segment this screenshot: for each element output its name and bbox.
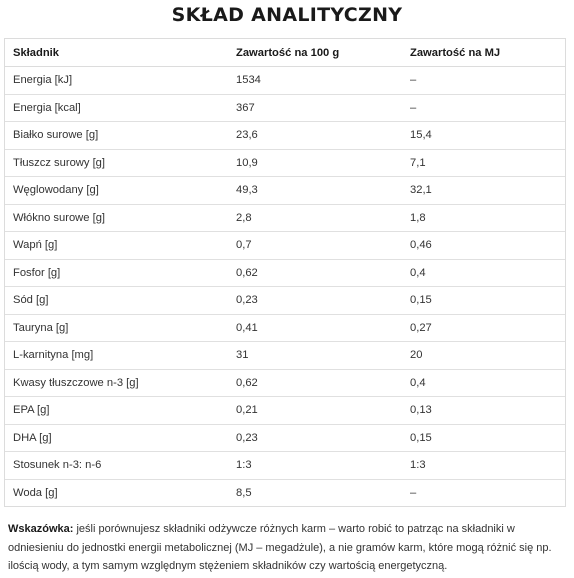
page-title: SKŁAD ANALITYCZNY xyxy=(171,4,403,26)
cell-ingredient: Tauryna [g] xyxy=(5,314,228,342)
cell-ingredient: Węglowodany [g] xyxy=(5,177,228,205)
table-row xyxy=(5,204,565,232)
table-row xyxy=(5,287,565,315)
analytical-composition-table xyxy=(4,38,566,507)
cell-per-mj: 0,13 xyxy=(402,397,565,425)
cell-per-100g: 0,62 xyxy=(228,259,402,287)
cell-per-100g: 0,21 xyxy=(228,397,402,425)
nutrition-table xyxy=(5,39,565,506)
header-per-mj: Zawartość na MJ xyxy=(402,39,565,67)
table-row xyxy=(5,314,565,342)
cell-ingredient: L-karnityna [mg] xyxy=(5,342,228,370)
table-row xyxy=(5,94,565,122)
cell-per-mj: 0,15 xyxy=(402,424,565,452)
table-row xyxy=(5,177,565,205)
cell-per-mj: 0,15 xyxy=(402,287,565,315)
cell-per-mj: 0,27 xyxy=(402,314,565,342)
cell-ingredient: EPA [g] xyxy=(5,397,228,425)
cell-per-mj: – xyxy=(402,94,565,122)
cell-ingredient: Woda [g] xyxy=(13,486,58,499)
cell-per-100g: 2,8 xyxy=(228,204,402,232)
cell-ingredient: Włókno surowe [g] xyxy=(5,204,228,232)
cell-per-100g: 0,23 xyxy=(228,287,402,315)
cell-ingredient: DHA [g] xyxy=(5,424,228,452)
table-body xyxy=(5,67,565,507)
cell-per-100g: 1534 xyxy=(228,67,402,95)
table-row xyxy=(5,424,565,452)
table-row xyxy=(5,479,565,506)
cell-ingredient: Wapń [g] xyxy=(5,232,228,260)
cell-per-100g: 10,9 xyxy=(228,149,402,177)
table-row xyxy=(5,67,565,95)
cell-ingredient: Kwasy tłuszczowe n-3 [g] xyxy=(5,369,228,397)
cell-per-100g: 1:3 xyxy=(228,452,402,480)
hint-label: Wskazówka: xyxy=(8,523,74,535)
cell-per-mj: 32,1 xyxy=(402,177,565,205)
header-ingredient: Składnik xyxy=(5,39,228,67)
table-row xyxy=(5,232,565,260)
table-row xyxy=(5,122,565,150)
header-per-100g: Zawartość na 100 g xyxy=(228,39,402,67)
cell-ingredient: Stosunek n-3: n-6 xyxy=(5,452,228,480)
cell-per-100g: 367 xyxy=(228,94,402,122)
cell-per-mj: 1:3 xyxy=(402,452,565,480)
cell-per-mj: – xyxy=(402,67,565,95)
cell-per-100g: 23,6 xyxy=(228,122,402,150)
cell-ingredient: Tłuszcz surowy [g] xyxy=(5,149,228,177)
cell-per-mj: 0,46 xyxy=(402,232,565,260)
table-row xyxy=(5,259,565,287)
table-row xyxy=(5,342,565,370)
cell-per-mj: – xyxy=(410,486,417,499)
cell-per-100g: 0,7 xyxy=(228,232,402,260)
cell-per-mj: 1,8 xyxy=(402,204,565,232)
cell-ingredient: Energia [kJ] xyxy=(5,67,228,95)
table-row xyxy=(5,149,565,177)
cell-ingredient: Białko surowe [g] xyxy=(5,122,228,150)
cell-per-mj: 15,4 xyxy=(402,122,565,150)
cell-ingredient: Fosfor [g] xyxy=(5,259,228,287)
cell-per-mj: 7,1 xyxy=(402,149,565,177)
cell-per-100g: 0,62 xyxy=(228,369,402,397)
cell-per-mj: 0,4 xyxy=(402,369,565,397)
hint-text: jeśli porównujesz składniki odżywcze różnych karm – warto robić to patrząc na składniki w odniesieniu do jednostki energii metabolicznej (MJ – megadżule), a nie gramów karm, które mogą różnić się np. ilością wody, a tym samym względnym stężeniem składników czy wartością energetyczną. xyxy=(8,523,552,572)
table-row xyxy=(5,452,565,480)
cell-per-100g: 0,23 xyxy=(228,424,402,452)
cell-per-mj: 0,4 xyxy=(402,259,565,287)
table-row xyxy=(5,397,565,425)
cell-per-mj: 20 xyxy=(402,342,565,370)
table-row xyxy=(5,369,565,397)
table-header-row xyxy=(5,39,565,67)
cell-ingredient: Energia [kcal] xyxy=(5,94,228,122)
hint-paragraph xyxy=(8,520,568,576)
cell-per-100g: 8,5 xyxy=(236,486,252,499)
cell-per-100g: 31 xyxy=(228,342,402,370)
cell-per-100g: 49,3 xyxy=(228,177,402,205)
cell-ingredient: Sód [g] xyxy=(5,287,228,315)
cell-per-100g: 0,41 xyxy=(228,314,402,342)
